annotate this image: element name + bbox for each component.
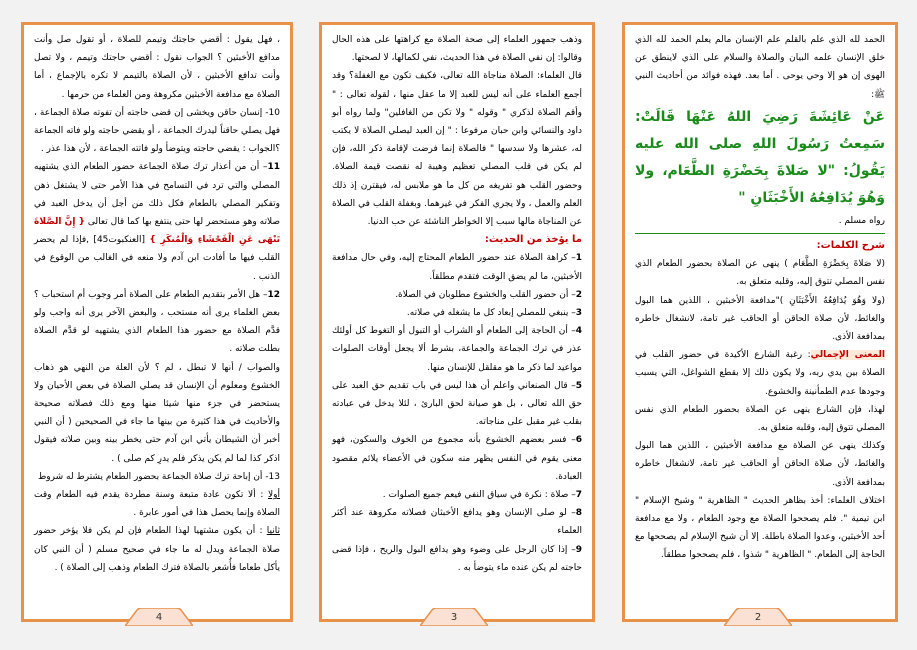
page-number-4: 4 [155,611,163,623]
general-text: : رغبة الشارع الأكيدة في حضور القلب في الصلاة بين يدي ربه، ولا يكون ذلك إلا بقطع الشواغل، التي يسبب وجودها عدم الطمأنينة والخشوع. [635,350,885,397]
lesson-item [332,286,582,304]
quran-verse: { إِنَّ الصَّلاةَ تَنْهَى عَنِ الْفَحْشَاءِ وَالْمُنكَرِ } [34,217,280,246]
p3-para-1: وذهب جمهور العلماء إلى صحة الصلاة مع كراهتها على هذه الحال وقالوا: إن نفي الصلاة في هذا الحديث، نفي لكمالها، لا لصحتها. [332,35,582,64]
lesson-number: 1 [575,253,582,264]
page-number-tab-left [125,608,193,626]
lessons-title: ما يؤخذ من الحديث: [484,234,582,246]
p4-para-first [34,486,280,522]
lesson-number: 7 [575,490,582,501]
page-3-panel [319,22,595,622]
page-number-tab-middle [420,608,488,626]
general-title: المعنى الإجمالي [810,350,885,361]
intro-text: الحمد لله الذي علم بالقلم علم الإنسان مالم يعلم الحمد لله الذي خلق الإنسان علمه البيان والصلاة والسلام على الذي لاينطق عن الهوى إن هو إلا وحي يوحى . أما بعد. فهذه فوائد من أحاديث النبي ﷺ: [635,35,885,100]
lesson-text: – أن الحاجة إلى الطعام أو الشراب أو التبول أو التغوط كل أولئك عذر في ترك الجماعة والجماعة، بشرط ألا يجعل أوقات الصلوات مواعيد لما ذكر ما هو مقلقل للإنسان منها. [332,326,582,373]
lesson-text: – ينبغي للمصلي إبعاد كل ما يشغله في صلاته. [406,308,576,319]
first-label: أولا [268,490,280,501]
vocab-title: شرح الكلمات: [816,240,885,252]
general-meaning [635,346,885,401]
page-number-3: 3 [450,611,458,623]
p4-para-sawab: والصواب / أنها لا تبطل ، لم ؟ لأن العلة من النهي هو ذهاب الخشوع ومعلوم أن الإنسان قد يصلي الصلاة في بعض الأحيان ولا يستحضر في جزء منها شيئا منها ومع ذلك فصلاته صحيحة والأحاديث في هذا كثيرة من بينها ما جاء في الصحيحين ( أن النبي أخبر أن الشيطان يأتي ابن آدم حتى يخطر بينه وبين صلاته فيقول اذكر كذا لما لم يكن يذكر فلم يدرِ كم صلى ) . [34,362,280,464]
p4-text-11b: ,فإذا لم يحضر القلب فيها ما أفادت ابن آدم ولا منعه في الغالب من الوقوع في الذنب . [34,235,280,282]
p2-ikhtilaf: اختلاف العلماء: أخذ بظاهر الحديث " الظاهرية " وشيخ الإسلام " ابن تيمية ". فلم يصححوا الصلاة مع وجود الطعام ، ولا مع مدافعة أحد الأخبثين، وعدوا الصلاة باطلة. إلا أن شيخ الإسلام لم يصححها مع الحاجة إلى الطعام. " الظاهرية " شذوا ، فلم يصححوا مطلقاً. [635,495,885,561]
lesson-text: – قال الصنعاني واعلم أن هذا ليس في باب تقديم حق العبد على حق الله تعالى ، بل هو صيانة لحق البارئ ، لئلا يدخل في عبادته بقلب غير مقبل على مناجاته. [332,380,582,428]
p2-lihadha: لهذا، فإن الشارع ينهى عن الصلاة بحضور الطعام الذي نفس المصلي تتوق إليه، وقلبه متعلق به. [635,404,885,434]
p4-para-1: ، فهل يقول : أقضي حاجتك وتيمم للصلاة ، أو تقول صل وأنت مدافع الأخبثين ؟ الجواب نقول : أقضي حاجتك وتيمم ، ولا تصل وأنت تدافع الأخبثين ، لأن الصلاة بالتيمم لا تكره بالإجماع ، أما الصلاة مع مدافعة الأخبثين مكروهة ومن العلماء من حرمها . [34,35,280,100]
p4-num-12: 12 [267,289,280,300]
p4-para-11 [34,158,280,285]
lesson-item [332,249,582,285]
p4-para-12 [34,286,280,359]
lesson-item [332,541,582,577]
p2-wakadhalik: وكذلك ينهى عن الصلاة مع مدافعة الأخبثين ، اللذين هما البول والغائط، لأن صلاة الحاقن أو الحاقب غير تامة، لانشغال خاطره بمدافعة الأذى. [635,441,885,488]
lessons-list [332,249,582,577]
quran-ref: [العنكبوت45] [93,235,146,246]
vocab-2: (ولا وَهُوَ يُدَافِعُهُ الأَخْبَثَانِ )"مدافعة الأخبثين ، اللذين هما البول والغائط، لأن صلاة الحاقن أو الحاقب غير تامة، لانشغال خاطره بمدافعة الأذى. [635,295,885,343]
lesson-number: 8 [575,508,582,519]
page-number-2: 2 [754,611,762,623]
p4-para-second [34,522,280,577]
lesson-text: – أن حضور القلب والخشوع مطلوبان في الصلاة. [395,289,576,300]
lesson-text: – فسر بعضهم الخشوع بأنه مجموع من الخوف والسكون، فهو معنى يقوم في النفس يظهر منه سكون في الأعضاء يلائم مقصود العبادة. [332,435,582,482]
lesson-item [332,322,582,377]
p3-para-2: قال العلماء: الصلاة مناجاة الله تعالى، فكيف تكون مع الغفلة؟ وقد أجمع العلماء على أنه ليس للعبد إلا ما عقل منها ، لقوله تعالى : " وأقم الصلاة لذكري " وقوله " ولا تكن من الغافلين" ولما رواه أبو داود والنسائي وابن حبان مرفوعا : " إن العبد ليصلي الصلاة لا يكتب له، عشرها ولا سدسها " فالصلاة إنما فرضت لإقامة ذكر الله، فإن لم يكن في قلب المصلي تعظيم وهيبة له نقصت قيمة الصلاة. وحضور القلب هو تفريغه من كل ما هو ملابس له، فيقترن إذ ذلك العلم والعمل ، ولا يجري الفكر في غيرهما. وبغفلة القلب في الصلاة عن المناجاة مالها سبب إلا الخواطر الناشئة عن حب الدنيا. [332,71,582,228]
lesson-item [332,304,582,322]
second-text: : أن يكون مشتهيا لهذا الطعام فإن لم يكن فلا يؤخر حضور صلاة الجماعة ويدل له ما جاء في صحيح مسلم ( أن النبي كان يأكل طعاما فأُشعر بالصلاة فترك الطعام وذهب إلى الصلاة ) . [34,526,280,573]
lesson-number: 2 [575,289,582,300]
p4-num-11: 11 [267,162,280,173]
lesson-text: – صلاة : نكرة في سياق النفي فيعم جميع الصلوات . [382,490,576,501]
lesson-item [332,377,582,432]
vocab-1: (لا صَلاةَ بِحَضْرَةِ الطَّعَام ) ينهى عن الصلاة بحضور الطعام الذي نفس المصلي تتوق إليه، وقلبه متعلق به. [635,259,885,288]
lesson-text: – إذا كان الرجل على وضوء وهو يدافع البول والريح ، فإذا قضى حاجته لم يكن عنده ماء يتوضأ به . [332,544,582,573]
hadith-source: رواه مسلم . [838,215,885,226]
lesson-item [332,431,582,486]
p4-para-13: 13- أن إباحة ترك صلاة الجماعة بحضور الطعام يشترط له شروط [37,471,280,482]
lesson-item [332,486,582,504]
lesson-number: 4 [575,326,582,337]
page-4-panel [21,22,293,622]
lesson-number: 9 [575,544,582,555]
lesson-text: – كراهة الصلاة عند حضور الطعام المحتاج إليه، وفي حال مدافعة الأخبثين، ما لم يضق الوقت فتقدم مطلقاً. [332,253,582,282]
lesson-number: 6 [575,435,582,446]
hadith-text: عَنْ عَائِشَةَ رَضِيَ اللهُ عَنْهَا قَالَتْ: سَمِعتُ رَسُولَ اللهِ صلى الله عليه يَقُولُ: "لا صَلاةَ بِحَضْرَةِ الطَّعَام، ولا وَهُوَ يُدَافِعُهُ الأَخْبَثَانِ " [635,108,885,206]
first-text: : ألا تكون عادة متبعة وسنة مطردة يقدم فيه الطعام وقت الصلاة وإنما يحصل هذا في أمور عابرة . [34,490,280,519]
lesson-number: 5 [575,380,582,391]
page-number-tab-right [724,608,792,626]
p4-text-11a: – أن من أعذار ترك صلاة الجماعة حضور الطعام الذي يشتهيه المصلي والتي ترد في التسامح في هذا الأمر حتى لا يشتغل ذهن وتفكير المصلي بالطعام فكل ذلك من أجل أن يدخل العبد في صلاته وهو مستحضر لها حتى ينتفع بها كما قال تعالى [34,162,281,228]
lesson-number: 3 [575,308,582,319]
lesson-text: – لو صلى الإنسان وهو يدافع الأخبثان فصلاته مكروهة عند أكثر العلماء [332,508,582,537]
lesson-item [332,504,582,540]
page-2-panel [622,22,898,622]
p4-para-10: 10- إنسان حاقن ويخشى إن قضى حاجته أن تفوته صلاة الجماعة ، فهل يصلي حاقناً ليدرك الجماعة ، أو يقضي حاجته ولو فاته الجماعة ؟الجواب : يقضي حاجته ويتوضأ ولو فاتته الجماعة ، لأن هذا عذر . [34,107,280,155]
second-label: ثانيا [266,526,280,537]
p4-text-12: – هل الأمر بتقديم الطعام على الصلاة أمر وجوب أم استحباب ؟ بعض العلماء يرى أنه مستحب ، والبعض الآخر يرى أنه واجب ولو قدَّم الصلاة مع حضور هذا الطعام الذي يشتهيه لو قدَّم الصلاة بطلت صلاته . [34,289,280,355]
